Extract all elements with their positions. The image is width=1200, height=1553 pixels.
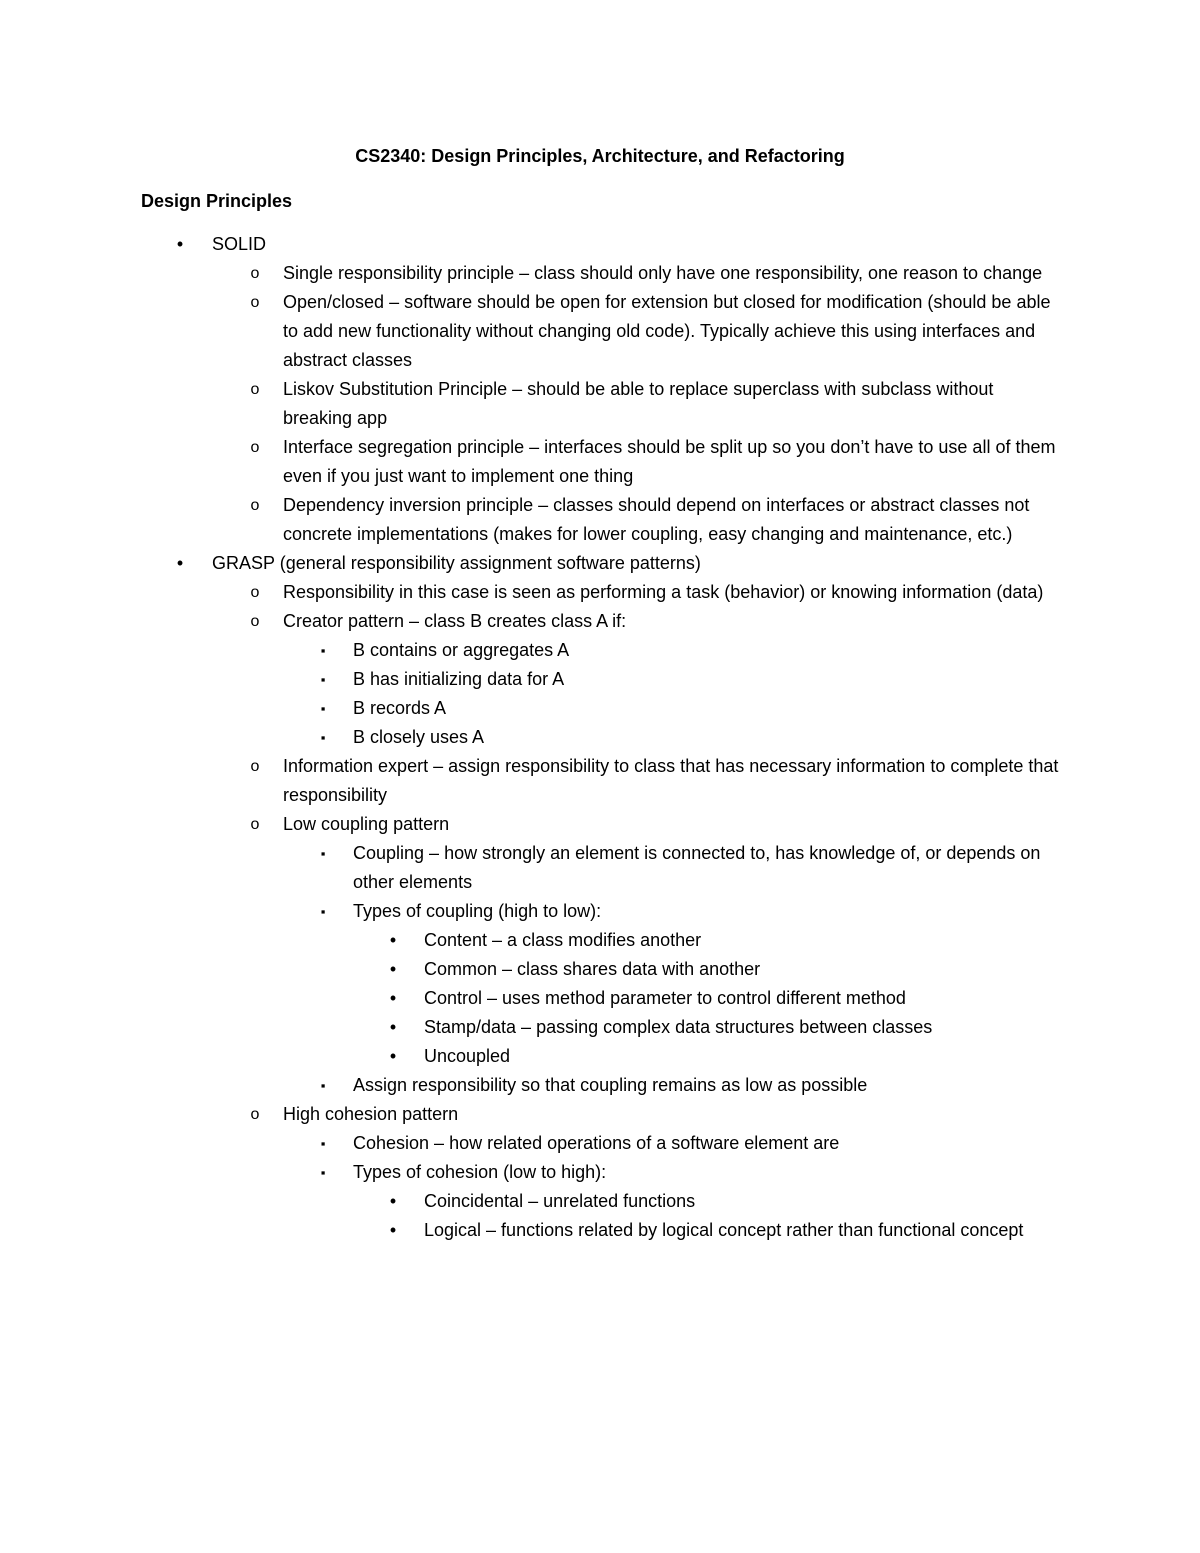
list-item-text: Stamp/data – passing complex data structures between classes [424, 1017, 933, 1037]
list-item-text: Control – uses method parameter to control different method [424, 988, 906, 1008]
list-item-text: Cohesion – how related operations of a software element are [353, 1133, 840, 1153]
bullet-marker: o [250, 1106, 260, 1123]
list-item-text: B has initializing data for A [353, 669, 565, 689]
outline-list [0, 230, 1200, 1245]
bullet-marker: o [250, 265, 260, 282]
bullet-marker: • [389, 930, 397, 950]
list-item [0, 984, 1200, 1013]
list-item [0, 839, 1200, 897]
bullet-marker: o [250, 758, 260, 775]
list-item-text: GRASP (general responsibility assignment software patterns) [212, 553, 701, 573]
list-item-text: Open/closed – software should be open for extension but closed for modification (should be able to add new functionality without changing old code). Typically achieve this using interfaces and abstract classes [283, 292, 1051, 370]
list-item-text: Low coupling pattern [283, 814, 450, 834]
list-item [0, 1071, 1200, 1100]
list-item [0, 752, 1200, 810]
bullet-marker: ▪ [320, 672, 326, 687]
list-item-text: Uncoupled [424, 1046, 511, 1066]
list-item [0, 259, 1200, 288]
list-item [0, 1129, 1200, 1158]
document-title: CS2340: Design Principles, Architecture, and Refactoring [355, 146, 845, 166]
bullet-marker: • [389, 1046, 397, 1066]
list-item [0, 433, 1200, 491]
list-item-text: Logical – functions related by logical concept rather than functional concept [424, 1220, 1024, 1240]
bullet-marker: o [250, 294, 260, 311]
bullet-marker: • [389, 959, 397, 979]
list-item [0, 1100, 1200, 1129]
bullet-marker: o [250, 497, 260, 514]
bullet-marker: • [176, 234, 184, 254]
bullet-marker: o [250, 584, 260, 601]
bullet-marker: • [389, 1017, 397, 1037]
bullet-marker: • [389, 1191, 397, 1211]
list-item [0, 955, 1200, 984]
list-item-text: Types of cohesion (low to high): [353, 1162, 607, 1182]
list-item [0, 375, 1200, 433]
bullet-marker: ▪ [320, 643, 326, 658]
list-item-text: Dependency inversion principle – classes should depend on interfaces or abstract classes not concrete implementations (makes for lower coupling, easy changing and maintenance, etc.) [283, 495, 1030, 544]
list-item [0, 288, 1200, 375]
bullet-marker: ▪ [320, 1136, 326, 1151]
bullet-marker: ▪ [320, 846, 326, 861]
list-item [0, 491, 1200, 549]
list-item [0, 636, 1200, 665]
list-item [0, 1187, 1200, 1216]
bullet-marker: ▪ [320, 1078, 326, 1093]
list-item [0, 1216, 1200, 1245]
list-item [0, 578, 1200, 607]
list-item [0, 926, 1200, 955]
list-item-text: Responsibility in this case is seen as performing a task (behavior) or knowing information (data) [283, 582, 1044, 602]
list-item-text: Assign responsibility so that coupling remains as low as possible [353, 1075, 868, 1095]
bullet-marker: ▪ [320, 701, 326, 716]
list-item-text: Interface segregation principle – interfaces should be split up so you don’t have to use all of them even if you just want to implement one thing [283, 437, 1056, 486]
list-item-text: SOLID [212, 234, 267, 254]
list-item [0, 1013, 1200, 1042]
list-item-text: Content – a class modifies another [424, 930, 702, 950]
bullet-marker: • [389, 1220, 397, 1240]
list-item [0, 1042, 1200, 1071]
bullet-marker: o [250, 613, 260, 630]
list-item-text: High cohesion pattern [283, 1104, 459, 1124]
list-item-text: B contains or aggregates A [353, 640, 570, 660]
list-item-text: Liskov Substitution Principle – should be able to replace superclass with subclass without breaking app [283, 379, 994, 428]
section-heading: Design Principles [141, 191, 293, 211]
list-item-text: B closely uses A [353, 727, 485, 747]
bullet-marker: o [250, 439, 260, 456]
list-item-text: Creator pattern – class B creates class A if: [283, 611, 627, 631]
bullet-marker: ▪ [320, 1165, 326, 1180]
list-item-grasp [0, 549, 1200, 578]
list-item [0, 1158, 1200, 1187]
bullet-marker: o [250, 816, 260, 833]
list-item-text: B records A [353, 698, 447, 718]
list-item [0, 607, 1200, 636]
list-item-solid [0, 230, 1200, 259]
bullet-marker: o [250, 381, 260, 398]
bullet-marker: ▪ [320, 730, 326, 745]
list-item [0, 810, 1200, 839]
bullet-marker: • [389, 988, 397, 1008]
list-item-text: Single responsibility principle – class should only have one responsibility, one reason to change [283, 263, 1043, 283]
list-item [0, 694, 1200, 723]
list-item-text: Coupling – how strongly an element is connected to, has knowledge of, or depends on other elements [353, 843, 1041, 892]
bullet-marker: ▪ [320, 904, 326, 919]
list-item [0, 897, 1200, 926]
list-item-text: Types of coupling (high to low): [353, 901, 602, 921]
list-item [0, 723, 1200, 752]
list-item-text: Common – class shares data with another [424, 959, 761, 979]
list-item-text: Information expert – assign responsibility to class that has necessary information to complete that responsibility [283, 756, 1059, 805]
list-item [0, 665, 1200, 694]
list-item-text: Coincidental – unrelated functions [424, 1191, 696, 1211]
bullet-marker: • [176, 553, 184, 573]
